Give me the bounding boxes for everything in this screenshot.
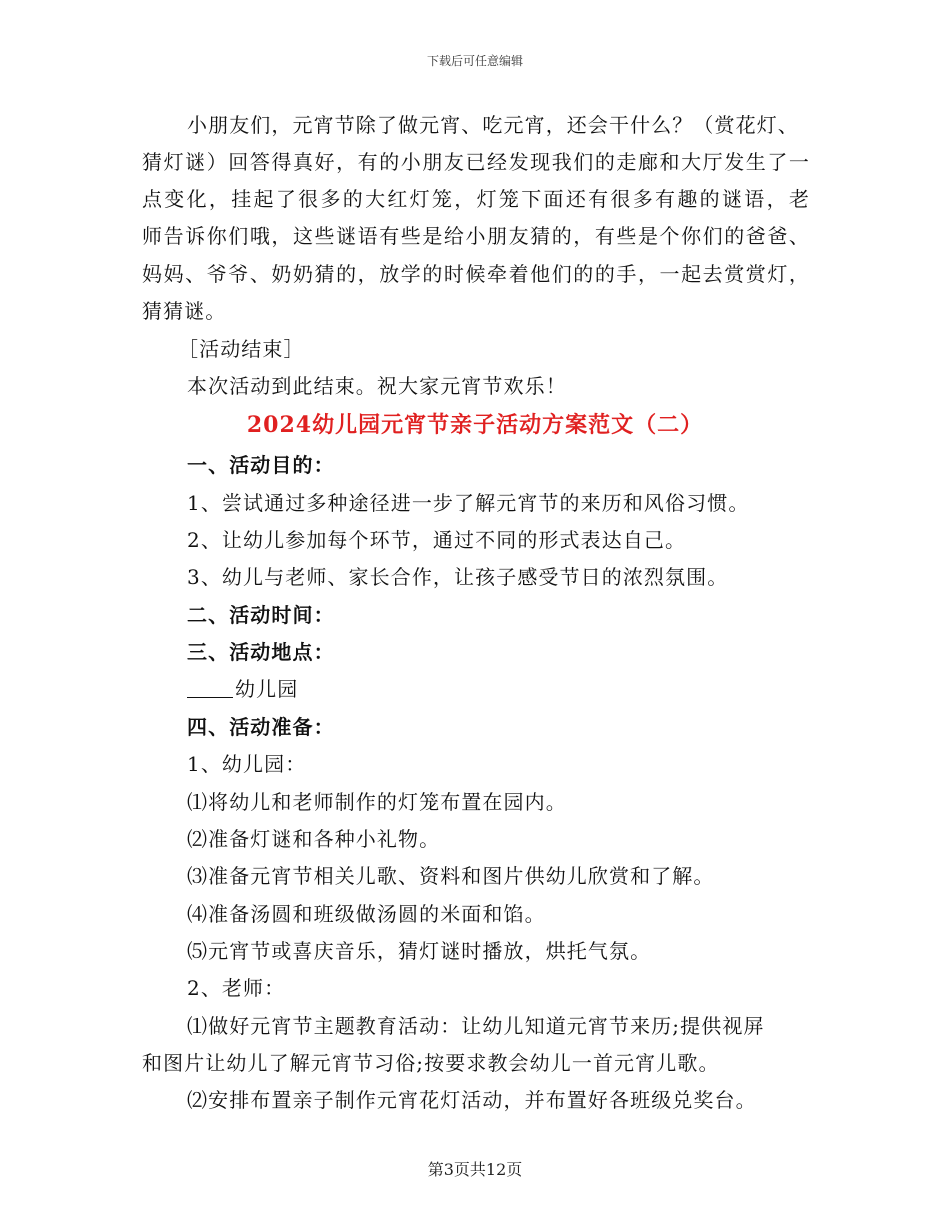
paragraph-line: 猜灯谜）回答得真好，有的小朋友已经发现我们的走廊和大厅发生了一 — [142, 150, 810, 174]
location-text: 幼儿园 — [235, 677, 299, 701]
teacher-item: ⑵安排布置亲子制作元宵花灯活动，并布置好各班级兑奖台。 — [187, 1088, 757, 1112]
document-title: 2024幼儿园元宵节亲子活动方案范文（二） — [246, 412, 704, 438]
paragraph-line: 妈妈、爷爷、奶奶猜的，放学的时候牵着他们的的手，一起去赏赏灯， — [142, 262, 810, 286]
paragraph-line: 小朋友们，元宵节除了做元宵、吃元宵，还会干什么？（赏花灯、 — [187, 113, 799, 137]
purpose-item: 2、让幼儿参加每个环节，通过不同的形式表达自己。 — [187, 528, 687, 552]
activity-end-heading: ［活动结束］ — [178, 337, 305, 361]
paragraph-line: 点变化，挂起了很多的大红灯笼，灯笼下面还有很多有趣的谜语，老 — [142, 187, 810, 211]
kindergarten-item: ⑵准备灯谜和各种小礼物。 — [187, 827, 441, 851]
section-heading-time: 二、活动时间： — [187, 603, 335, 627]
teacher-label: 2、老师： — [187, 976, 286, 1000]
teacher-item-line: ⑴做好元宵节主题教育活动：让幼儿知道元宵节来历;提供视屏 — [187, 1014, 765, 1038]
paragraph-line: 师告诉你们哦，这些谜语有些是给小朋友猜的，有些是个你们的爸爸、 — [142, 224, 810, 248]
purpose-item: 1、尝试通过多种途径进一步了解元宵节的来历和风俗习惯。 — [187, 491, 750, 515]
section-heading-purpose: 一、活动目的： — [187, 453, 335, 477]
purpose-item: 3、幼儿与老师、家长合作，让孩子感受节日的浓烈氛围。 — [187, 565, 729, 589]
location-line — [187, 671, 855, 707]
teacher-item-line: 和图片让幼儿了解元宵节习俗;按要求教会幼儿一首元宵儿歌。 — [142, 1051, 720, 1075]
page-header: 下载后可任意编辑 — [426, 54, 523, 68]
page-footer: 第3页共12页 — [427, 1160, 523, 1179]
kindergarten-item: ⑷准备汤圆和班级做汤圆的米面和馅。 — [187, 902, 546, 926]
section-heading-preparation: 四、活动准备： — [187, 715, 335, 739]
blank-underline — [187, 675, 233, 698]
paragraph-line: 猜猜谜。 — [142, 299, 227, 323]
kindergarten-item: ⑶准备元宵节相关儿歌、资料和图片供幼儿欣赏和了解。 — [187, 864, 715, 888]
kindergarten-label: 1、幼儿园： — [187, 752, 307, 776]
kindergarten-item: ⑴将幼儿和老师制作的灯笼布置在园内。 — [187, 790, 567, 814]
kindergarten-item: ⑸元宵节或喜庆音乐，猜灯谜时播放，烘托气氛。 — [187, 939, 652, 963]
section-heading-location: 三、活动地点： — [187, 640, 335, 664]
activity-end-text: 本次活动到此结束。祝大家元宵节欢乐！ — [187, 374, 567, 398]
